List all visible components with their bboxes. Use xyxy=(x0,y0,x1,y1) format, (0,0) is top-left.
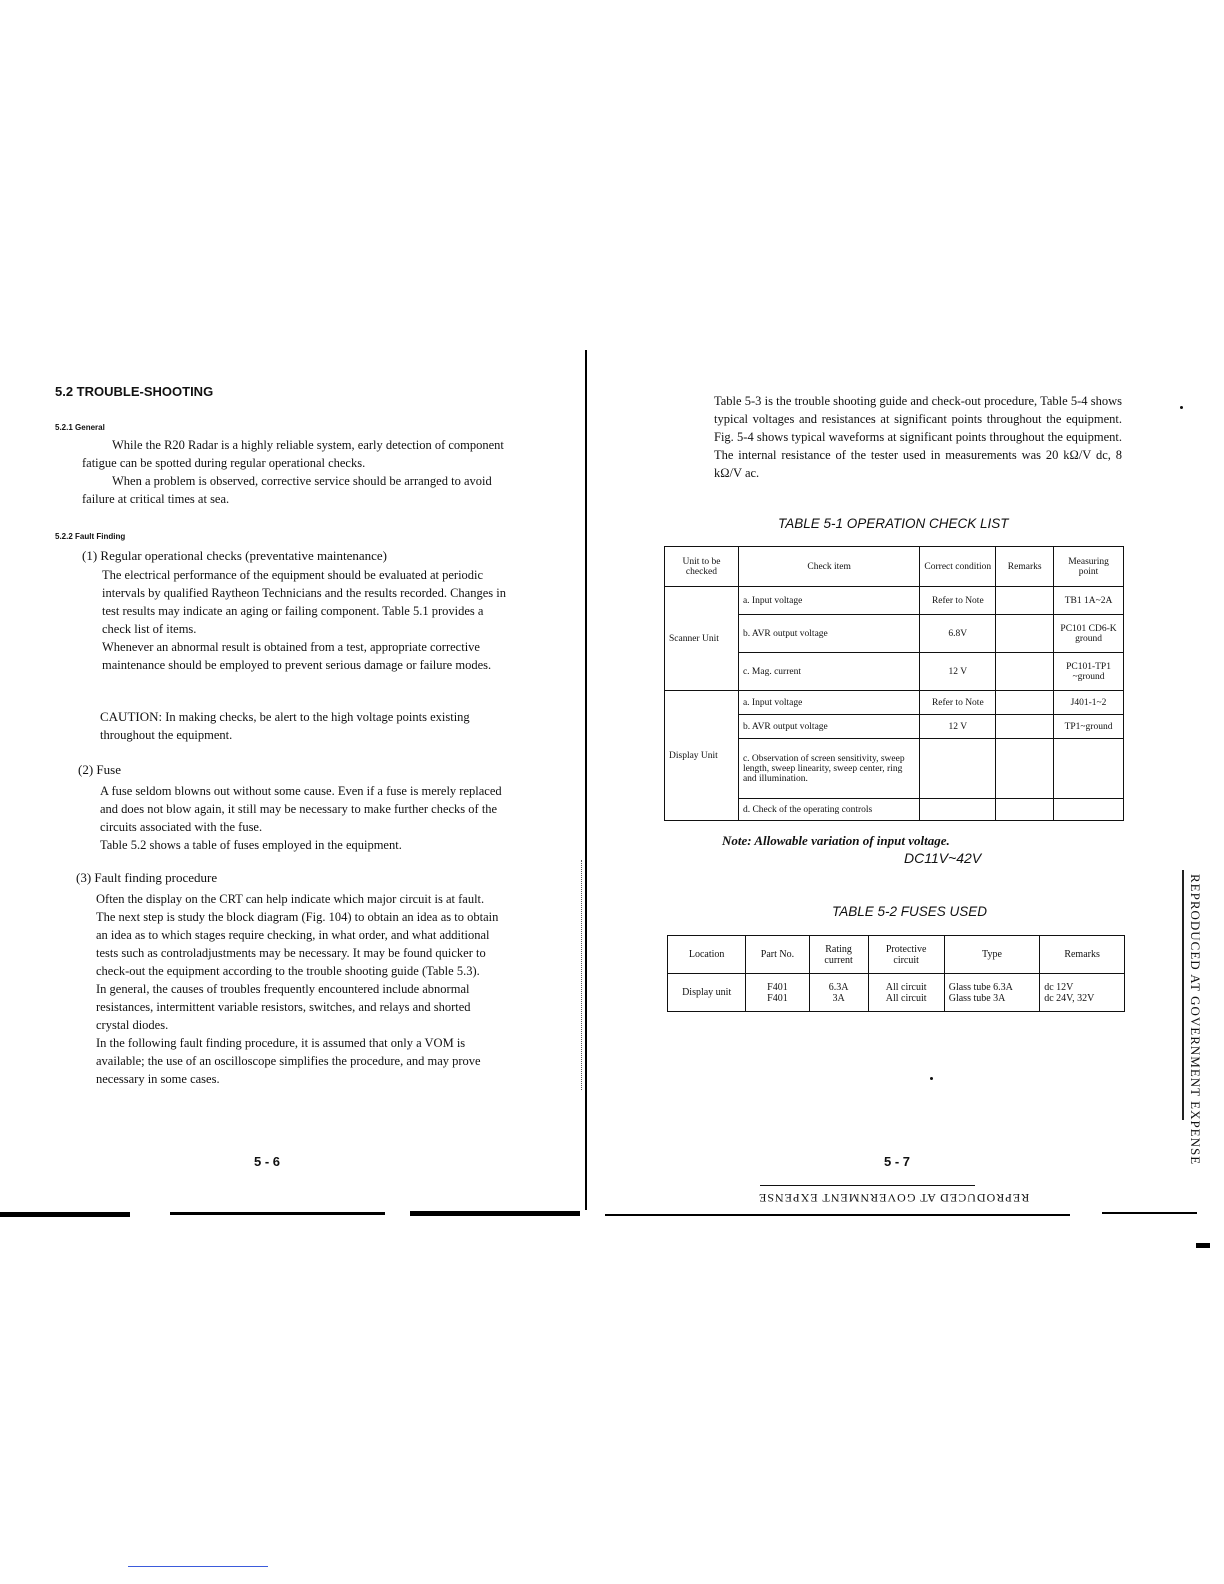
bottom-rule-3 xyxy=(410,1211,580,1216)
table1-unit-display: Display Unit xyxy=(665,691,739,821)
page-number-left: 5 - 6 xyxy=(254,1154,281,1169)
table-cell-line: 3A xyxy=(832,992,845,1004)
table-cell: J401-1~2 xyxy=(1054,691,1124,715)
table-cell: 6.8V xyxy=(920,615,996,653)
bottom-rule-1 xyxy=(0,1212,130,1217)
item1-paragraph-2: Whenever an abnormal result is obtained from a test, appropriate corrective maintenance should be employed to prevent serious damage or failure modes. xyxy=(102,640,492,672)
general-text xyxy=(82,436,514,508)
table2-header-location: Location xyxy=(668,936,746,974)
table2-circuit xyxy=(868,974,944,1012)
scan-dot xyxy=(930,1077,933,1080)
caution-text: In making checks, be alert to the high voltage points existing throughout the equipment. xyxy=(100,710,470,742)
table2-header-circuit: Protective circuit xyxy=(868,936,944,974)
caution-block xyxy=(100,708,512,744)
table-cell xyxy=(996,615,1054,653)
table-cell xyxy=(996,715,1054,739)
item3-paragraph-1: Often the display on the CRT can help indicate which major circuit is at fault. The next step is study the block diagram (Fig. 104) to obtain an idea as to obtain an idea as to which stages require checking, in what order, and what additional tests such as controladjustments may be necessary. It may be found quicker to check-out the equipment according to the trouble shooting guide (Table 5.3). xyxy=(96,892,499,978)
table-cell xyxy=(996,691,1054,715)
page-number-right: 5 - 7 xyxy=(884,1154,911,1169)
table-cell: Refer to Note xyxy=(920,587,996,615)
table-cell: d. Check of the operating controls xyxy=(738,799,919,821)
table1-header-condition: Correct condition xyxy=(920,547,996,587)
table-cell: PC101 CD6-K ground xyxy=(1054,615,1124,653)
edge-mark xyxy=(1196,1243,1210,1248)
table-cell xyxy=(996,739,1054,799)
table-cell-line: F401 xyxy=(767,981,788,993)
table1-header-point: Measuring point xyxy=(1054,547,1124,587)
table-cell-line: F401 xyxy=(767,992,788,1004)
section-title: 5.2 TROUBLE-SHOOTING xyxy=(55,384,214,399)
link-underline xyxy=(128,1566,268,1567)
table2-header-type: Type xyxy=(944,936,1039,974)
item1-heading: (1) Regular operational checks (preventative maintenance) xyxy=(82,548,387,563)
table-cell: PC101-TP1 ~ground xyxy=(1054,653,1124,691)
item3-paragraph-3: In the following fault finding procedure, it is assumed that only a VOM is available; the use of an oscilloscope simplifies the procedure, and may prove necessary in some cases. xyxy=(96,1036,481,1086)
table1-caption: TABLE 5-1 OPERATION CHECK LIST xyxy=(778,516,1009,531)
table-cell: Refer to Note xyxy=(920,691,996,715)
scan-dot xyxy=(1180,406,1183,409)
item1-text xyxy=(102,566,512,674)
fuses-table xyxy=(667,935,1125,1012)
table1-note-line1: Note: Allowable variation of input voltage. xyxy=(722,833,950,848)
intro-paragraph: Table 5-3 is the trouble shooting guide and check-out procedure, Table 5-4 shows typical voltages and resistances at significant points throughout the equipment. Fig. 5-4 shows typical waveforms at significant points throughout the equipment. The internal resistance of the tester used in measurements was 20 kΩ/V dc, 8 kΩ/V ac. xyxy=(714,394,1122,480)
item2-heading: (2) Fuse xyxy=(78,762,121,777)
table-cell xyxy=(1054,739,1124,799)
table2-caption: TABLE 5-2 FUSES USED xyxy=(832,904,988,919)
table-cell: a. Input voltage xyxy=(738,587,919,615)
table1-header-unit: Unit to be checked xyxy=(665,547,739,587)
fault-finding-heading: 5.2.2 Fault Finding xyxy=(55,532,126,541)
table-cell: b. AVR output voltage xyxy=(738,615,919,653)
table-cell-line: 6.3A xyxy=(828,981,849,993)
table1-header-item: Check item xyxy=(738,547,919,587)
table1-note-line2: DC11V~42V xyxy=(904,850,982,866)
table2-location: Display unit xyxy=(668,974,746,1012)
stamp-rule xyxy=(1182,870,1184,1120)
stamp-mirrored: REPRODUCED AT GOVERNMENT EXPENSE xyxy=(758,1191,1030,1205)
table2-header-rating: Rating current xyxy=(809,936,868,974)
general-paragraph-2: When a problem is observed, corrective service should be arranged to avoid failure at critical times at sea. xyxy=(82,474,492,506)
table-cell-line: Glass tube 3A xyxy=(948,992,1006,1004)
item2-paragraph-2: Table 5.2 shows a table of fuses employed in the equipment. xyxy=(100,838,402,852)
item3-text xyxy=(96,890,506,1088)
table-cell: b. AVR output voltage xyxy=(738,715,919,739)
table-cell xyxy=(996,587,1054,615)
table-cell xyxy=(996,653,1054,691)
bottom-rule-2 xyxy=(170,1212,385,1215)
bottom-rule-4 xyxy=(605,1214,1070,1216)
table-cell: TB1 1A~2A xyxy=(1054,587,1124,615)
general-heading: 5.2.1 General xyxy=(55,423,105,432)
caution-label: CAUTION: xyxy=(100,709,163,724)
table2-header-part: Part No. xyxy=(746,936,809,974)
table-cell-line: Glass tube 6.3A xyxy=(948,981,1013,993)
table-cell-line: dc 12V xyxy=(1044,981,1074,993)
table-cell xyxy=(996,799,1054,821)
table-cell: c. Observation of screen sensitivity, sweep length, sweep linearity, sweep center, ring and illumination. xyxy=(738,739,919,799)
scan-dots xyxy=(581,860,582,1090)
table2-header-remarks: Remarks xyxy=(1040,936,1125,974)
general-paragraph-1: While the R20 Radar is a highly reliable system, early detection of component fatigue can be spotted during regular operational checks. xyxy=(82,438,504,470)
item1-paragraph-1: The electrical performance of the equipment should be evaluated at periodic intervals by qualified Raytheon Technicians and the results recorded. Changes in test results may indicate an aging or failing component. Table 5.1 provides a check list of items. xyxy=(102,568,506,636)
table2-rating xyxy=(809,974,868,1012)
table1-unit-scanner: Scanner Unit xyxy=(665,587,739,691)
stamp-vertical: REPRODUCED AT GOVERNMENT EXPENSE xyxy=(1188,874,1203,1166)
table-cell: 12 V xyxy=(920,715,996,739)
item3-paragraph-2: In general, the causes of troubles frequently encountered include abnormal resistances, intermittent variable resistors, switches, and relays and shorted crystal diodes. xyxy=(96,982,471,1032)
table-cell xyxy=(920,799,996,821)
table-cell-line: All circuit xyxy=(885,992,927,1004)
item2-paragraph-1: A fuse seldom blowns out without some cause. Even if a fuse is merely replaced and does not blow again, it still may be necessary to make further checks of the circuits associated with the fuse. xyxy=(100,784,502,834)
table-cell: 12 V xyxy=(920,653,996,691)
item3-heading: (3) Fault finding procedure xyxy=(76,870,218,885)
table-cell-line: All circuit xyxy=(885,981,927,993)
item2-text xyxy=(100,782,510,854)
table-cell xyxy=(1054,799,1124,821)
table2-part xyxy=(746,974,809,1012)
table2-type xyxy=(944,974,1039,1012)
table2-remarks xyxy=(1040,974,1125,1012)
table-cell: TP1~ground xyxy=(1054,715,1124,739)
bottom-rule-5 xyxy=(1102,1212,1197,1214)
table1-header-remarks: Remarks xyxy=(996,547,1054,587)
table-cell: a. Input voltage xyxy=(738,691,919,715)
table-cell: c. Mag. current xyxy=(738,653,919,691)
page-divider xyxy=(585,350,587,1210)
operation-check-table xyxy=(664,546,1124,821)
table-cell-line: dc 24V, 32V xyxy=(1044,992,1095,1004)
stamp-top-rule xyxy=(760,1185,975,1186)
table-cell xyxy=(920,739,996,799)
